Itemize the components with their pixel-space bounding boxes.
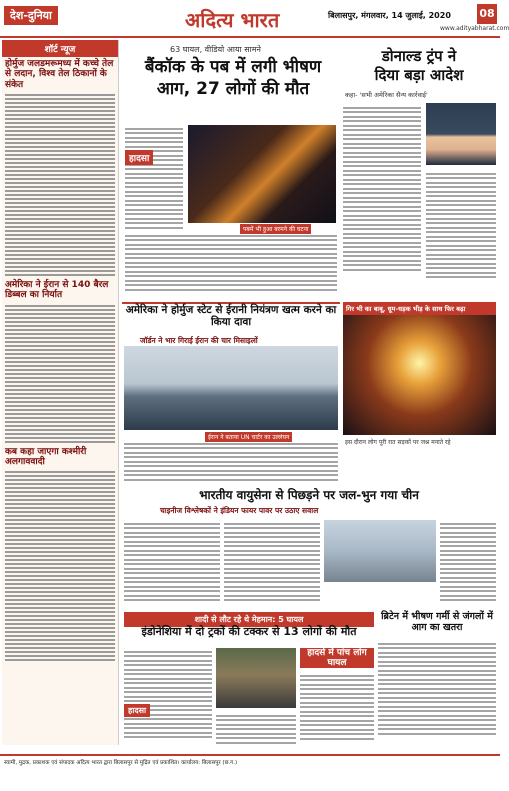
left-article-3 <box>2 471 118 661</box>
festival-photo <box>343 315 496 435</box>
page-number: 08 <box>477 4 497 24</box>
trump-headline-2: दिया बड़ा आदेश <box>374 66 464 84</box>
trump-article-col2 <box>426 170 496 294</box>
indonesia-box: हादसे में पांच लोग घायल <box>300 648 374 668</box>
accident-tag: हादसा <box>125 150 153 165</box>
jet-photo <box>324 520 436 582</box>
britain-headline: ब्रिटेन में भीषण गर्मी से जंगलों में आग का खतरा <box>381 611 493 633</box>
iran-photo-caption: ईरान ने बताया UN चार्टर का उल्लंघन <box>205 432 292 442</box>
top-headline-1: बैंकॉक के पब में लगी भीषण <box>144 57 322 77</box>
iran-subhead: जॉर्डन ने भार गिराई ईरान की चार मिसाइलों <box>140 336 258 345</box>
indonesia-accident-tag: हादसा <box>124 704 150 717</box>
issue-date: बिलासपुर, मंगलवार, 14 जुलाई, 2020 <box>328 11 451 20</box>
indonesia-article-col3 <box>300 672 374 748</box>
trump-subhead: कहा- 'सभी अमेरिका सैन्य कार्रवाई' <box>345 91 428 99</box>
iran-article <box>124 440 338 486</box>
footer-imprint: स्वामी, मुद्रक, प्रकाशक एवं संपादक अदित्य भारत द्वारा बिलासपुर से मुद्रित एवं प्रकाशित। कार्यालय: बिलासपुर (छ.ग.) <box>4 760 238 766</box>
festival-caption: इस दौरान लोग पूरी रात सड़कों पर जश्न मनाते रहे <box>345 439 451 446</box>
website-url: www.adityabharat.com <box>440 25 509 32</box>
left-headline-2: अमेरिका ने ईरान से 140 बैरल डिब्बल का निर्यात <box>5 280 109 301</box>
top-kicker: 63 घायल, वीडियो आया सामने <box>170 45 261 54</box>
fire-photo <box>188 125 336 223</box>
warship-photo <box>124 346 338 430</box>
indonesia-headline: इंडोनेशिया में दो ट्रकों की टक्कर से 13 लोगों की मौत <box>141 625 357 638</box>
airforce-article-col2 <box>224 520 320 612</box>
left-article-1 <box>2 94 118 276</box>
airforce-article-col1 <box>124 520 220 612</box>
trump-photo <box>426 103 496 165</box>
newspaper-logo: अदित्य भारत <box>185 8 280 32</box>
short-news-title: शॉर्ट न्यूज <box>2 40 118 57</box>
airforce-subhead: चाइनीज विश्लेषकों ने इंडियन फायर पावर पर उठाए सवाल <box>160 506 319 515</box>
indonesia-article-col2 <box>216 712 296 748</box>
left-column <box>2 40 119 745</box>
truck-photo <box>216 648 296 708</box>
fire-photo-caption: पबमें भी हुआ बरमने की घटना <box>240 224 311 234</box>
iran-headline: अमेरिका ने होर्मुज स्टेट से ईरानी नियंत्रण खत्म करने का किया दावा <box>125 304 337 328</box>
top-headline-2: आग, 27 लोगों की मौत <box>156 79 310 99</box>
left-headline-3: कब कहा जाएगा कश्मीरी अलगाववादी <box>5 446 87 468</box>
airforce-headline: भारतीय वायुसेना से पिछड़ने पर जल-भुन गया चीन <box>199 488 419 502</box>
top-article-bottom <box>125 232 337 298</box>
airforce-article-col3 <box>440 520 496 612</box>
indonesia-article-col1 <box>124 648 212 748</box>
britain-article <box>378 640 496 748</box>
trump-headline-1: डोनाल्ड ट्रंप ने <box>381 47 457 65</box>
trump-article-col1 <box>343 104 421 294</box>
top-article-col1 <box>125 125 183 243</box>
left-article-2 <box>2 305 118 443</box>
indonesia-bar: शादी से लौट रहे थे मेहमान: 5 घायल <box>124 612 374 627</box>
festival-bar: गिर भी का बाबू, धूम-धड़क भीड़ के साथ फिर बढ़ा <box>343 302 496 315</box>
section-tag: देश-दुनिया <box>4 6 58 25</box>
left-headline-1: होर्मुज जलडमरूमध्य में कच्चे तेल से लदान, विश्व तेल ठिकानों के संकेत <box>5 59 114 90</box>
